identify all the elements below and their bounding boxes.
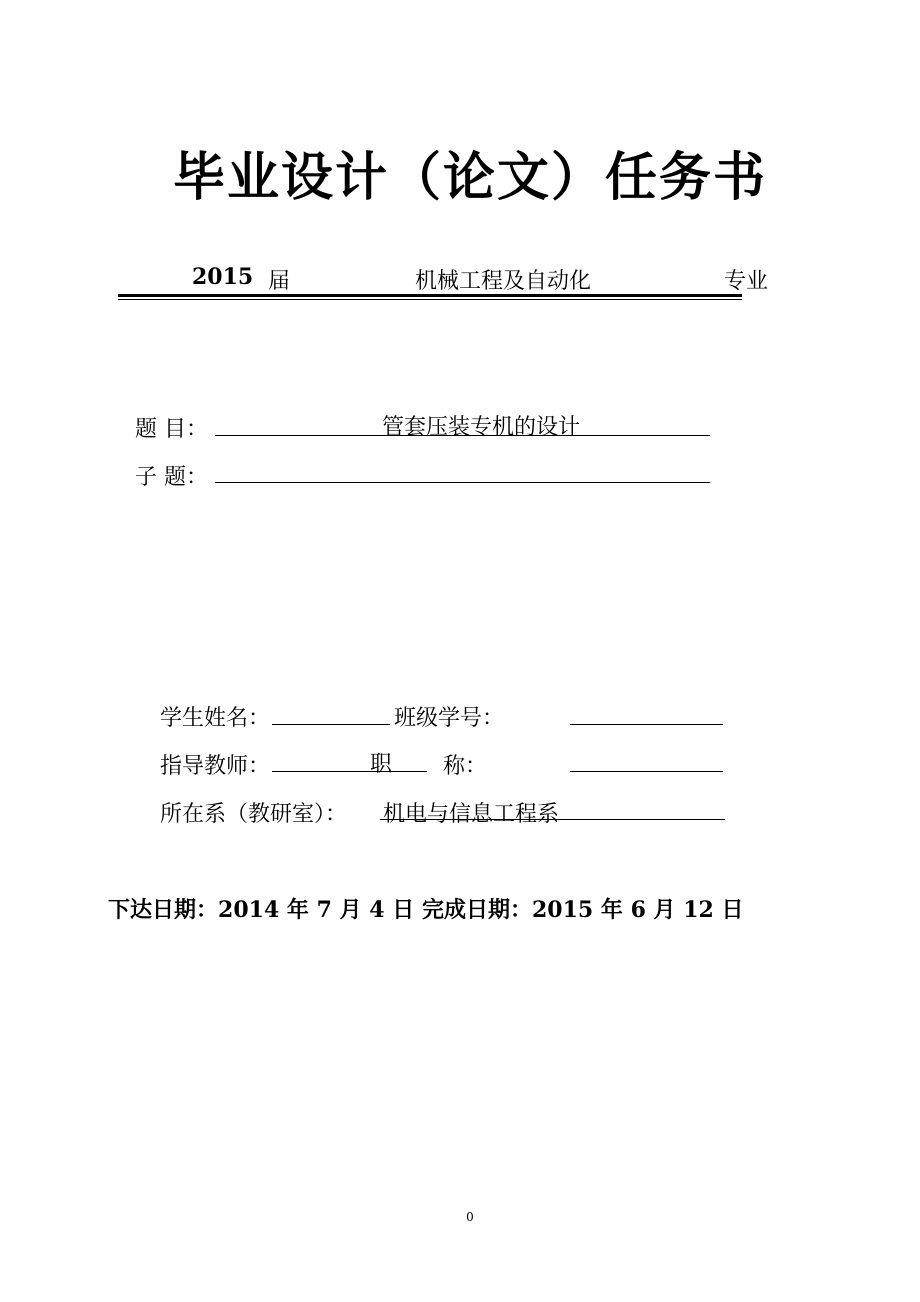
dates-line bbox=[108, 893, 744, 924]
title-rank-label-left: 职 bbox=[370, 752, 393, 777]
issue-day-char: 日 bbox=[392, 898, 415, 923]
subtopic-label: 子 题： bbox=[135, 465, 208, 490]
topic-label: 题 目： bbox=[135, 417, 208, 442]
title-rank-underline bbox=[570, 771, 723, 772]
issue-day: 4 bbox=[369, 897, 385, 923]
issue-year-char: 年 bbox=[286, 898, 309, 923]
class-id-underline bbox=[570, 724, 723, 725]
major-name: 机械工程及自动化 bbox=[415, 269, 592, 294]
page-number: 0 bbox=[466, 1210, 474, 1224]
subtopic-underline bbox=[215, 482, 710, 483]
issue-month-char: 月 bbox=[339, 898, 362, 923]
complete-month-char: 月 bbox=[653, 898, 676, 923]
header-rule-thin bbox=[118, 299, 742, 300]
complete-year-char: 年 bbox=[600, 898, 623, 923]
complete-year: 2015 bbox=[531, 897, 594, 923]
issue-month: 7 bbox=[316, 897, 332, 923]
advisor-underline bbox=[272, 771, 427, 772]
student-name-underline bbox=[272, 724, 390, 725]
class-year: 2015 bbox=[192, 264, 254, 290]
major-suffix: 专业 bbox=[724, 269, 769, 294]
complete-month: 6 bbox=[630, 897, 646, 923]
issue-year: 2014 bbox=[218, 897, 280, 923]
issue-date-label: 下达日期： bbox=[108, 898, 219, 923]
header-rule-thick bbox=[118, 294, 742, 297]
class-id-label: 班级学号： bbox=[394, 706, 505, 731]
complete-day: 12 bbox=[683, 897, 714, 923]
document-title: 毕业设计（论文）任务书 bbox=[172, 148, 767, 208]
complete-date-label: 完成日期： bbox=[421, 898, 532, 923]
department-value: 机电与信息工程系 bbox=[383, 802, 560, 827]
advisor-label: 指导教师： bbox=[160, 754, 271, 779]
topic-value: 管套压装专机的设计 bbox=[382, 415, 581, 440]
class-year-suffix: 届 bbox=[268, 269, 291, 294]
department-label: 所在系（教研室）： bbox=[160, 802, 348, 827]
student-name-label: 学生姓名： bbox=[160, 706, 271, 731]
complete-day-char: 日 bbox=[721, 898, 744, 923]
title-rank-label-right: 称： bbox=[443, 754, 488, 779]
